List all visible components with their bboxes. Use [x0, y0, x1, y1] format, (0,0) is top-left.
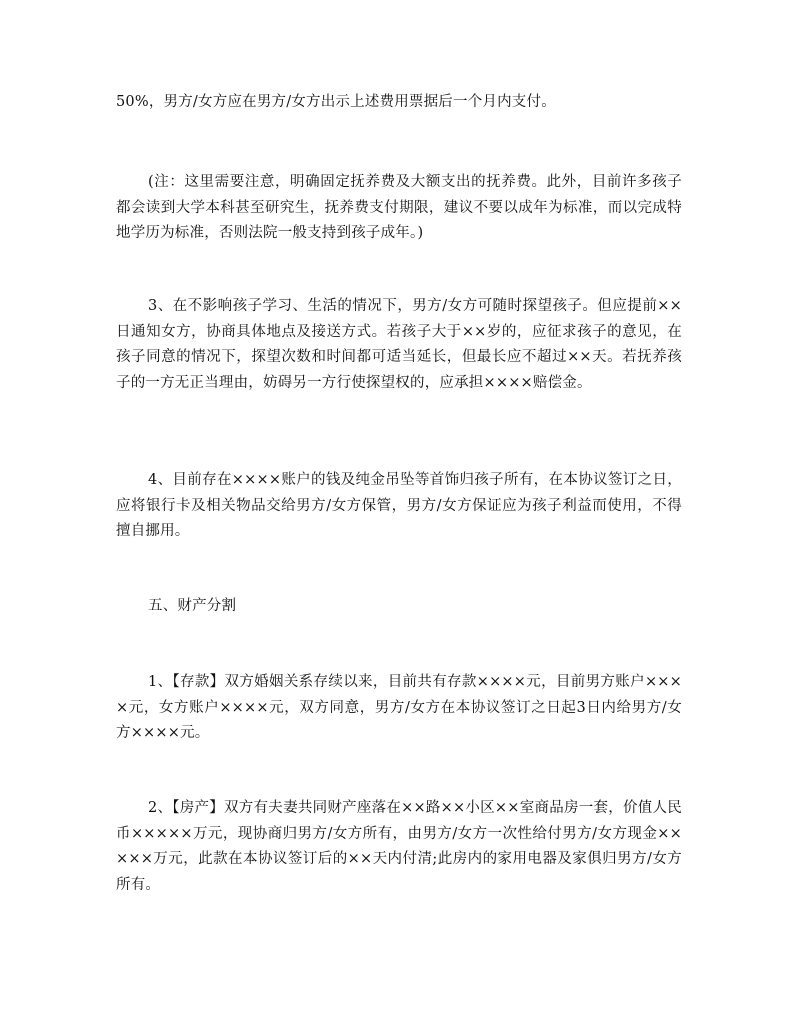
section-heading-property-division: 五、财产分割: [148, 598, 237, 614]
paragraph-child-account: 4、目前存在××××账户的钱及纯金吊坠等首饰归孩子所有，在本协议签订之日，应将银行卡及相关物品交给男方/女方保管，男方/女方保证应为孩子利益而使用，不得擅自挪用。: [116, 472, 682, 539]
paragraph-deposits: 1、【存款】双方婚姻关系存续以来，目前共有存款××××元，目前男方账户××××元，女方账户××××元，双方同意，男方/女方在本协议签订之日起3日内给男方/女方××××元。: [116, 674, 682, 741]
paragraph-real-estate: 2、【房产】双方有夫妻共同财产座落在××路××小区××室商品房一套，价值人民币×××××万元，现协商归男方/女方所有，由男方/女方一次性给付男方/女方现金×××××万元，此款在本协议签订后的××天内付清;此房内的家用电器及家俱归男方/女方所有。: [116, 800, 682, 893]
paragraph-payment-terms: 50%，男方/女方应在男方/女方出示上述费用票据后一个月内支付。: [116, 94, 556, 110]
paragraph-visitation: 3、在不影响孩子学习、生活的情况下，男方/女方可随时探望孩子。但应提前××日通知女方，协商具体地点及接送方式。若孩子大于××岁的，应征求孩子的意见，在孩子同意的情况下，探望次数和时间都可适当延长，但最长应不超过××天。若抚养孩子的一方无正当理由，妨碍另一方行使探望权的，应承担××××赔偿金。: [116, 298, 682, 391]
paragraph-note: (注：这里需要注意，明确固定抚养费及大额支出的抚养费。此外，目前许多孩子都会读到大学本科甚至研究生，抚养费支付期限，建议不要以成年为标准，而以完成特地学历为标准，否则法院一般支持到孩子成年。): [116, 174, 682, 241]
